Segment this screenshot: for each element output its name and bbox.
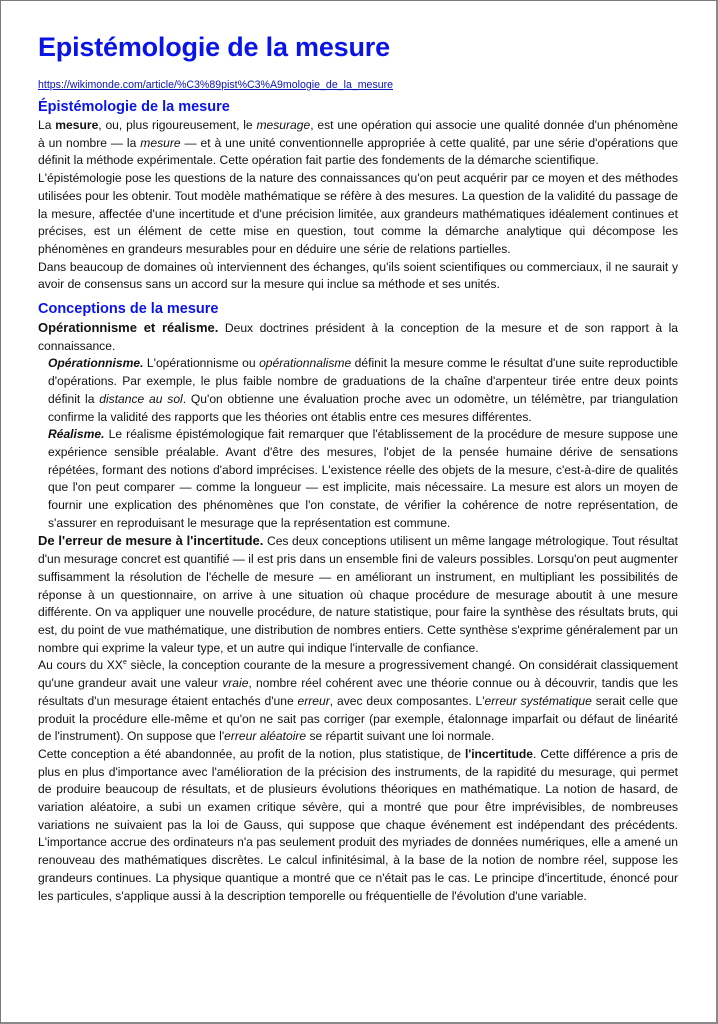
- section-heading-conceptions: Conceptions de la mesure: [38, 301, 219, 318]
- document-title: Epistémologie de la mesure: [38, 32, 390, 62]
- paragraph-operationnisme: Opérationnisme. L'opérationnisme ou opérationnalisme définit la mesure comme le résultat d'une suite reproductible d'opérations. Par exemple, le plus faible nombre de graduations de la chaîne d'arpenteur tirée entre deux points définit la distance au sol. Qu'on obtienne une évaluation proche avec un odomètre, un télémètre, par triangulation confirme la validité des rapports que les théories ont établis entre ces mesures différentes.: [48, 356, 679, 424]
- source-link[interactable]: https://wikimonde.com/article/%C3%89pist%C3%A9mologie_de_la_mesure: [38, 79, 394, 91]
- document-page: [1, 1, 716, 905]
- paragraph-operationnisme-realisme: Opérationnisme et réalisme. Deux doctrines président à la conception de la mesure et de son rapport à la connaissance.: [38, 320, 678, 353]
- section-heading-epistemologie: Épistémologie de la mesure: [38, 99, 230, 115]
- paragraph-incertitude: Cette conception a été abandonnée, au profit de la notion, plus statistique, de l'incertitude. Cette différence a pris de plus en plus d'importance avec l'amélioration de la précision des instruments, de la rapidité du mesurage, qui permet de produire beaucoup de résultats, et de plusieurs évolutions théoriques en mathématique. La notion de hasard, de variation aléatoire, a subi un examen critique sévère, qui a montré que pour être imprévisibles, de nombreuses variations ne suivaient pas la loi de Gauss, qui suppose que chaque événement est indépendant des précédents. L'importance accrue des ordinateurs n'a pas seulement produit des myriades de données numériques, elle a amené un renouveau des mathématiques discrètes. Le calcul infinitésimal, à la base de la notion de nombre réel, suppose les grandeurs continues. La physique quantique a montré que ce n'était pas le cas. Le principe d'incertitude, énoncé pour les particules, s'applique aussi à la description temporelle ou fréquentielle de l'évolution d'une variable.: [38, 746, 679, 903]
- paragraph-xx-siecle: Au cours du XXe siècle, la conception courante de la mesure a progressivement changé. On considérait classiquement qu'une grandeur avait une valeur vraie, nombre réel cohérent avec une théorie connue ou à découvrir, tandis que les résultats d'un mesurage étaient entachés d'une erreur, avec deux composantes. L'erreur systématique serait celle que produit la procédure elle-même et qu'on ne sait pas corriger (par exemple, étalonnage imparfait ou défaut de linéarité de l'instrument). On suppose que l'erreur aléatoire se répartit suivant une loi normale.: [38, 658, 679, 744]
- paragraph-erreur-incertitude: De l'erreur de mesure à l'incertitude. Ces deux conceptions utilisent un même langage métrologique. Tout résultat d'un mesurage concret est quantifié — il est pris dans un ensemble fini de valeurs possibles. Lorsqu'on peut augmenter suffisamment la résolution de l'échelle de mesure — en améliorant un instrument, en multipliant les possibilités de réponse à un questionnaire, on arrive à une situation où chaque procédure de mesurage aboutit à une mesure différente. On va appliquer une nouvelle procédure, de nature statistique, pour faire la synthèse des résultats bruts, qui est, du point de vue mathématique, une distribution de nombres entiers. Cette synthèse s'exprime généralement par un nombre qui exprime la valeur type, et un autre qui indique l'intervalle de confiance.: [38, 533, 678, 655]
- paragraph-epistemologie: L'épistémologie pose les questions de la nature des connaissances qu'on peut acquérir par ce moyen et des méthodes utilisées pour les obtenir. Tout modèle mathématique se réfère à des mesures. La question de la validité du passage de la mesure, affectée d'une incertitude et d'une précision limitée, aux grandeurs mathématiques idéalement continues et précises, est un élément de cette mise en question, tout comme la démarche analytique qui décompose les phénomènes en grandeurs mesurables pour en déduire une série de relations partielles.: [38, 171, 678, 256]
- paragraph-realisme: Réalisme. Le réalisme épistémologique fait remarquer que l'établissement de la procédure de mesure suppose une expérience sensible préalable. Avant d'être des mesures, l'objet de la pensée humaine dérive de sensations répétées, formant des notions d'abord imprécises. L'existence réelle des objets de la mesure, c'est-à-dire de qualités que l'on peut comparer — comme la longueur — est implicite, mais nécessaire. La mesure est alors un moyen de fournir une explication des phénomènes que l'on constate, de vérifier la cohérence de notre représentation, de s'assurer en reproduisant le mesurage que la représentation est commune.: [48, 427, 678, 530]
- paragraph-consensus: Dans beaucoup de domaines où interviennent des échanges, qu'ils soient scientifiques ou commerciaux, il ne saurait y avoir de consensus sans un accord sur la mesure qui inclue sa méthode et ses unités.: [38, 259, 678, 292]
- paragraph-definition: La mesure, ou, plus rigoureusement, le mesurage, est une opération qui associe une qualité donnée d'un phénomène à un nombre — la mesure — et à une unité conventionnelle appropriée à cette qualité, par une série d'opérations que définit la méthode expérimentale. Cette opération fait partie des fondements de la démarche scientifique.: [38, 118, 679, 168]
